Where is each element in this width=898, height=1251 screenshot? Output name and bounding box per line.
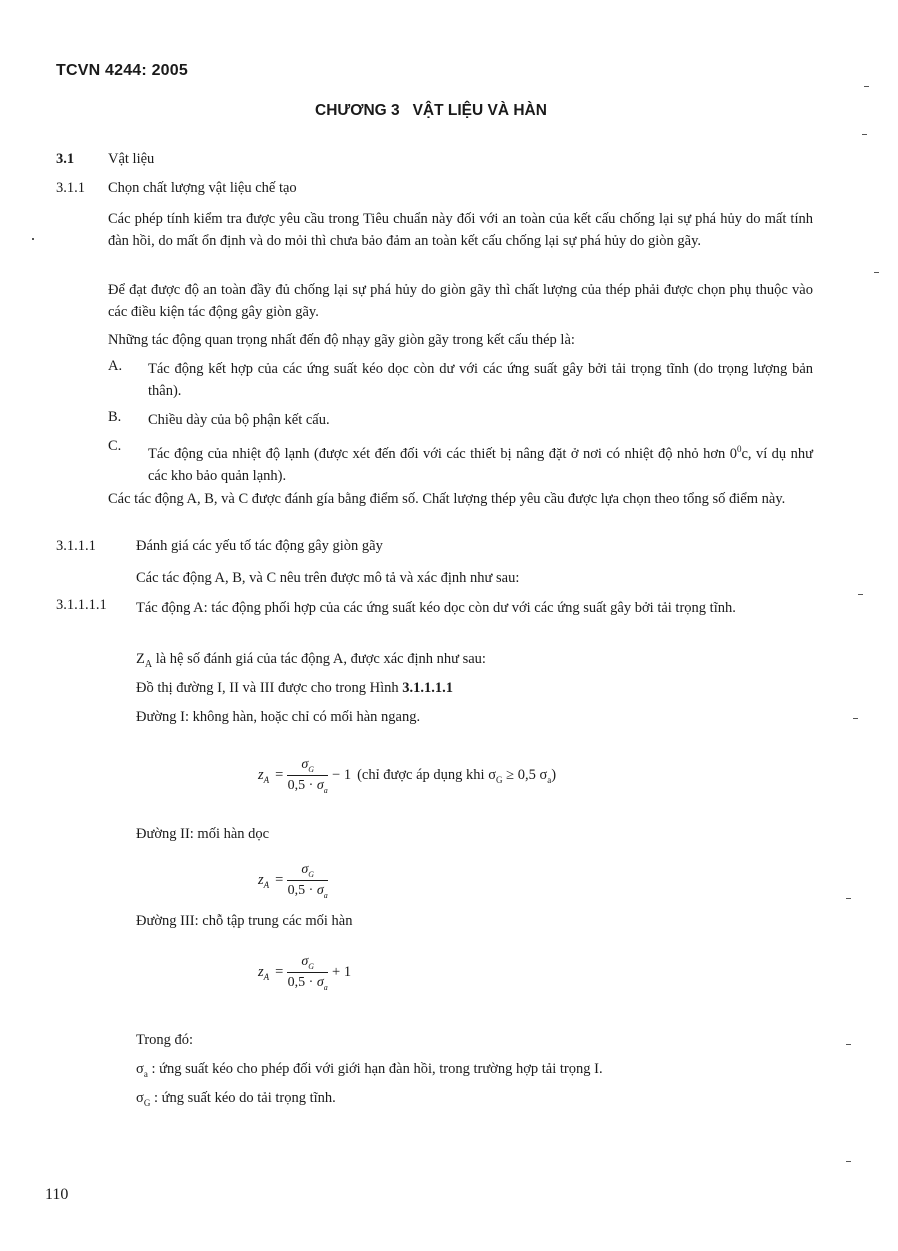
formula-fraction bbox=[287, 954, 328, 992]
condition-text: ≥ 0,5 σ bbox=[502, 766, 548, 783]
formula-equals: = bbox=[275, 767, 284, 784]
list-item-text: Tác động kết hợp của các ứng suất kéo dọc còn dư với các ứng suất gây bởi tải trọng tĩnh (do trọng lượng bản thân). bbox=[148, 361, 813, 399]
scan-speck bbox=[874, 272, 879, 273]
paragraph-7 bbox=[136, 677, 813, 699]
list-item-text: Chiều dày của bộ phận kết cấu. bbox=[148, 412, 330, 428]
formula-equals: = bbox=[275, 872, 284, 889]
formula-lhs bbox=[258, 767, 269, 785]
denominator-subscript: a bbox=[323, 785, 328, 795]
definition-sigma-a bbox=[136, 1058, 813, 1085]
fraction-denominator bbox=[288, 973, 328, 992]
condition-text: (chỉ được áp dụng khi σ bbox=[357, 766, 497, 783]
definition-text: : ứng suất kéo do tải trọng tĩnh. bbox=[150, 1090, 336, 1106]
paragraph-3: Những tác động quan trọng nhất đến độ nhạy gãy giòn gãy trong kết cấu thép là: bbox=[108, 332, 575, 348]
numerator-subscript: G bbox=[308, 869, 315, 879]
paragraph-1: Các phép tính kiểm tra được yêu cầu trong Tiêu chuẩn này đối với an toàn của kết cấu chống lại sự phá hủy do mất tính đàn hồi, do mất ổn định và do mỏi thì chưa bảo đảm an toàn kết cấu chống lại sự phá hủy do giòn gãy. bbox=[108, 211, 813, 249]
formula-lhs-subscript: A bbox=[263, 774, 270, 785]
denominator-symbol: σ bbox=[316, 974, 324, 990]
scan-speck bbox=[846, 898, 851, 899]
scan-speck bbox=[862, 134, 867, 135]
section-title: Vật liệu bbox=[108, 151, 155, 167]
subsection-title: Chọn chất lượng vật liệu chế tạo bbox=[108, 180, 297, 196]
where-label: Trong đó: bbox=[136, 1032, 194, 1048]
z-symbol: Z bbox=[136, 651, 145, 667]
line-1-description: Đường I: không hàn, hoặc chỉ có mối hàn ngang. bbox=[136, 709, 421, 725]
page-number: 110 bbox=[45, 1186, 69, 1203]
fraction-denominator bbox=[288, 776, 328, 795]
formula-condition bbox=[357, 767, 556, 785]
fraction-denominator bbox=[288, 881, 328, 900]
paragraph-4: Các tác động A, B, và C được đánh gía bằng điểm số. Chất lượng thép yêu cầu được lựa chọn theo tổng số điểm này. bbox=[108, 491, 786, 507]
definition-text: : ứng suất kéo cho phép đối với giới hạn đàn hồi, trong trường hợp tải trọng I. bbox=[147, 1061, 603, 1077]
fraction-numerator bbox=[287, 862, 328, 881]
formula-tail: + 1 bbox=[332, 964, 352, 981]
condition-text: ) bbox=[551, 766, 557, 783]
formula-line-1 bbox=[258, 757, 556, 795]
definition-symbol: σ bbox=[136, 1061, 144, 1077]
definition-sigma-g bbox=[136, 1087, 813, 1114]
figure-reference: 3.1.1.1.1 bbox=[402, 680, 453, 696]
formula-line-3 bbox=[258, 954, 351, 992]
standard-code: TCVN 4244: 2005 bbox=[56, 62, 188, 79]
formula-line-2 bbox=[258, 862, 332, 900]
scan-speck bbox=[864, 86, 869, 87]
scan-speck bbox=[853, 718, 858, 719]
subsubsection-title: Đánh giá các yếu tố tác động gây giòn gãy bbox=[136, 538, 383, 554]
chapter-title bbox=[315, 102, 547, 120]
formula-lhs-subscript: A bbox=[263, 971, 270, 982]
denominator-prefix: 0,5 · bbox=[287, 974, 317, 990]
list-item-text-part: Tác động của nhiệt độ lạnh (được xét đến đối với các thiết bị nâng đặt ở nơi có nhiệt độ nhỏ hơn 0 bbox=[148, 445, 737, 462]
list-item-letter: C. bbox=[108, 438, 122, 454]
numerator-subscript: G bbox=[308, 961, 315, 971]
scan-speck bbox=[858, 594, 863, 595]
formula-lhs bbox=[258, 872, 269, 890]
denominator-subscript: a bbox=[323, 982, 328, 992]
paragraph-2: Để đạt được độ an toàn đầy đủ chống lại sự phá hủy do giòn gãy thì chất lượng của thép phải được chọn phụ thuộc vào các điều kiện tác động gây giòn gãy. bbox=[108, 282, 813, 320]
scan-speck bbox=[32, 238, 34, 240]
definition-symbol: σ bbox=[136, 1090, 144, 1106]
condition-subscript: G bbox=[496, 774, 503, 785]
denominator-subscript: a bbox=[323, 890, 328, 900]
definition-subscript: a bbox=[143, 1068, 148, 1079]
formula-fraction bbox=[287, 862, 328, 900]
superscript: 0 bbox=[736, 444, 742, 454]
list-item-letter: A. bbox=[108, 358, 123, 374]
chapter-title-text: CHƯƠNG 3 VẬT LIỆU VÀ HÀN bbox=[315, 102, 547, 119]
formula-lhs-symbol: z bbox=[258, 963, 264, 980]
list-item-text bbox=[148, 438, 813, 487]
scan-speck bbox=[846, 1161, 851, 1162]
numerator-subscript: G bbox=[308, 764, 315, 774]
formula-fraction bbox=[287, 757, 328, 795]
formula-tail: − 1 bbox=[332, 767, 352, 784]
list-item-letter: B. bbox=[108, 409, 122, 425]
formula-lhs-subscript: A bbox=[263, 879, 270, 890]
numerator-symbol: σ bbox=[301, 954, 309, 969]
scan-speck bbox=[846, 1044, 851, 1045]
line-2-description: Đường II: mối hàn dọc bbox=[136, 826, 270, 842]
fraction-numerator bbox=[287, 757, 328, 776]
denominator-prefix: 0,5 · bbox=[287, 777, 317, 793]
z-subscript: A bbox=[144, 658, 153, 670]
line-3-description: Đường III: chỗ tập trung các mối hàn bbox=[136, 913, 353, 929]
formula-equals: = bbox=[275, 964, 284, 981]
formula-lhs-symbol: z bbox=[258, 871, 264, 888]
denominator-symbol: σ bbox=[316, 882, 324, 898]
formula-lhs-symbol: z bbox=[258, 766, 264, 783]
numerator-symbol: σ bbox=[301, 757, 309, 772]
paragraph-6 bbox=[136, 648, 813, 676]
fraction-numerator bbox=[287, 954, 328, 973]
definition-subscript: G bbox=[143, 1097, 151, 1108]
clause-number: 3.1.1.1.1 bbox=[56, 597, 107, 613]
clause-title: Tác động A: tác động phối hợp của các ứng suất kéo dọc còn dư với các ứng suất gây bởi tải trọng tĩnh. bbox=[136, 600, 736, 616]
denominator-prefix: 0,5 · bbox=[287, 882, 317, 898]
paragraph-7-text: Đồ thị đường I, II và III được cho trong Hình bbox=[136, 680, 403, 696]
subsection-number: 3.1.1 bbox=[56, 180, 85, 196]
denominator-symbol: σ bbox=[316, 777, 324, 793]
formula-lhs bbox=[258, 964, 269, 982]
numerator-symbol: σ bbox=[301, 862, 309, 877]
paragraph-5: Các tác động A, B, và C nêu trên được mô tả và xác định như sau: bbox=[136, 570, 520, 586]
condition-subscript: a bbox=[547, 774, 552, 785]
paragraph-6-text: là hệ số đánh giá của tác động A, được xác định như sau: bbox=[152, 651, 486, 667]
subsubsection-number: 3.1.1.1 bbox=[56, 538, 96, 554]
section-number: 3.1 bbox=[56, 151, 75, 167]
list-item-text-part: c, ví dụ như các kho bảo quản lạnh). bbox=[148, 445, 813, 484]
